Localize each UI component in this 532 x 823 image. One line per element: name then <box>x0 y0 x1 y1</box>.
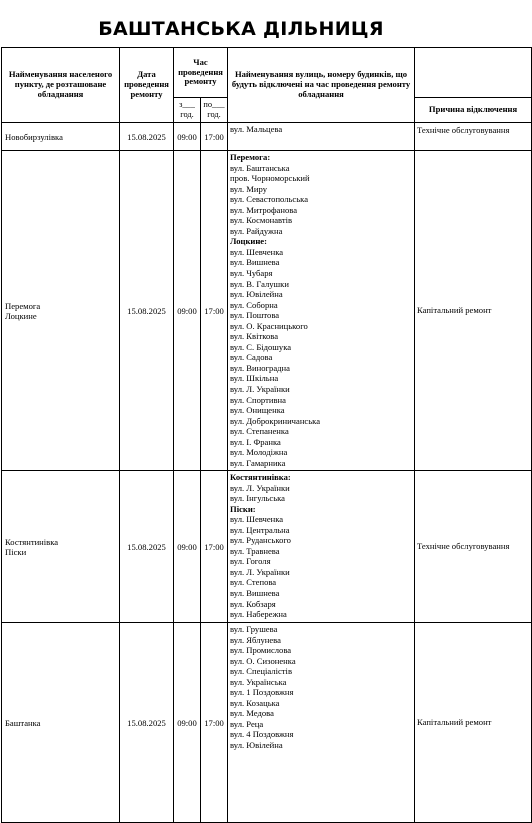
street-name: вул. В. Галушки <box>230 278 289 289</box>
header-date: Дата проведення ремонту <box>120 48 174 123</box>
street-name: вул. Кобзаря <box>230 598 276 609</box>
locality-cell <box>2 471 120 623</box>
streets-cell <box>228 471 415 623</box>
time-from-cell: 09:00 <box>174 123 201 151</box>
street-name: вул. Спеціалістів <box>230 666 292 677</box>
street-name: вул. Севастопольська <box>230 194 309 205</box>
locality-name: Лоцкине <box>5 310 37 321</box>
table-body <box>2 123 532 823</box>
street-name: вул. Ювілейна <box>230 289 283 300</box>
street-name: вул. Виноградна <box>230 362 290 373</box>
header-time-to: по___ год. <box>201 98 228 123</box>
street-name: вул. О. Сизоненка <box>230 655 296 666</box>
header-streets: Найменування вулиць, номеру будинків, що будуть відключені на час проведення ремонту обладнання <box>228 48 415 123</box>
reason-cell: Технічне обслуговування <box>415 471 532 623</box>
street-name: вул. Молодіжна <box>230 447 288 458</box>
street-name: вул. С. Бідошука <box>230 341 292 352</box>
locality-name: Піски <box>5 546 27 557</box>
time-from-cell: 09:00 <box>174 623 201 823</box>
streets-cell <box>228 623 415 823</box>
header-locality: Найменування населеного пункту, де розташоване обладнання <box>2 48 120 123</box>
street-name: вул. Яблунева <box>230 634 281 645</box>
street-name: вул. Шевченка <box>230 514 284 525</box>
date-cell: 15.08.2025 <box>120 123 174 151</box>
street-group-name: Піски: <box>230 503 256 514</box>
locality-cell <box>2 151 120 471</box>
street-name: вул. Руданського <box>230 535 291 546</box>
date-cell: 15.08.2025 <box>120 151 174 471</box>
street-name: вул. Ювілейна <box>230 740 283 751</box>
time-to-cell: 17:00 <box>201 471 228 623</box>
street-name: вул. Реца <box>230 718 264 729</box>
street-name: вул. Гоголя <box>230 556 271 567</box>
street-name: вул. Інгульська <box>230 493 285 504</box>
street-name: вул. Миру <box>230 183 268 194</box>
time-from-cell: 09:00 <box>174 151 201 471</box>
street-name: вул. Митрофанова <box>230 204 298 215</box>
time-to-cell: 17:00 <box>201 123 228 151</box>
reason-cell: Капітальний ремонт <box>415 623 532 823</box>
table-row <box>2 123 532 151</box>
street-name: вул. Центральна <box>230 524 290 535</box>
street-name: вул. Л. Українки <box>230 482 290 493</box>
street-name: вул. Райдужна <box>230 225 283 236</box>
street-name: вул. Квіткова <box>230 331 279 342</box>
date-cell: 15.08.2025 <box>120 623 174 823</box>
street-name: вул. Степова <box>230 577 277 588</box>
street-name: вул. Українська <box>230 676 287 687</box>
street-name: вул. О. Красницького <box>230 320 308 331</box>
street-name: вул. Вишнева <box>230 257 280 268</box>
table-row <box>2 471 532 623</box>
street-group-name: Перемога: <box>230 152 271 162</box>
streets-cell <box>228 123 415 151</box>
street-name: вул. Шкільна <box>230 373 279 384</box>
street-name: вул. Шевченка <box>230 246 284 257</box>
street-name: вул. Поштова <box>230 310 280 321</box>
street-name: вул. Гамарника <box>230 457 286 468</box>
street-name: вул. Онищенка <box>230 405 285 416</box>
street-name: вул. Вишнева <box>230 588 280 599</box>
street-name: вул. Грушева <box>230 624 278 634</box>
reason-cell: Капітальний ремонт <box>415 151 532 471</box>
street-name: вул. Космонавтів <box>230 215 293 226</box>
street-name: вул. Доброкриничанська <box>230 415 321 426</box>
street-name: вул. Промислова <box>230 645 292 656</box>
street-name: вул. 4 Поздовжня <box>230 729 294 740</box>
header-time-from: з___ год. <box>174 98 201 123</box>
page-title: БАШТАНСЬКА ДІЛЬНИЦЯ <box>98 18 384 40</box>
street-name: вул. Набережна <box>230 609 287 620</box>
locality-name: Перемога <box>5 300 41 311</box>
street-group-name: Костянтинівка: <box>230 472 291 482</box>
street-name: вул. Садова <box>230 352 273 363</box>
street-name: вул. Чубаря <box>230 268 273 279</box>
header-time: Час проведення ремонту <box>174 48 228 98</box>
header-reason: Причина відключення <box>415 98 532 123</box>
locality-cell <box>2 123 120 151</box>
street-name: пров. Чорноморський <box>230 173 310 184</box>
reason-cell: Технічне обслуговування <box>415 123 532 151</box>
street-name: вул. І. Франка <box>230 436 281 447</box>
street-name: вул. Л. Українки <box>230 384 290 395</box>
locality-name: Костянтинівка <box>5 536 59 547</box>
street-name: вул. Спортивна <box>230 394 286 405</box>
street-group-name: Лоцкине: <box>230 236 267 247</box>
time-to-cell: 17:00 <box>201 151 228 471</box>
street-name: вул. Соборна <box>230 299 278 310</box>
street-name: вул. Л. Українки <box>230 566 290 577</box>
table-row <box>2 623 532 823</box>
street-name: вул. Баштанська <box>230 162 290 173</box>
locality-name: Баштанка <box>5 717 41 728</box>
street-name: вул. Степаненка <box>230 426 289 437</box>
street-name: вул. Медова <box>230 708 274 719</box>
outage-table <box>1 47 532 823</box>
locality-cell <box>2 623 120 823</box>
table-row <box>2 151 532 471</box>
street-name: вул. 1 Поздовжня <box>230 687 294 698</box>
streets-cell <box>228 151 415 471</box>
time-from-cell: 09:00 <box>174 471 201 623</box>
street-name: вул. Травнева <box>230 545 280 556</box>
time-to-cell: 17:00 <box>201 623 228 823</box>
date-cell: 15.08.2025 <box>120 471 174 623</box>
header-reason-top <box>415 48 532 98</box>
street-name: вул. Козацька <box>230 697 280 708</box>
street-name: вул. Мальцева <box>230 124 283 134</box>
locality-name: Новобирзулівка <box>5 131 63 142</box>
